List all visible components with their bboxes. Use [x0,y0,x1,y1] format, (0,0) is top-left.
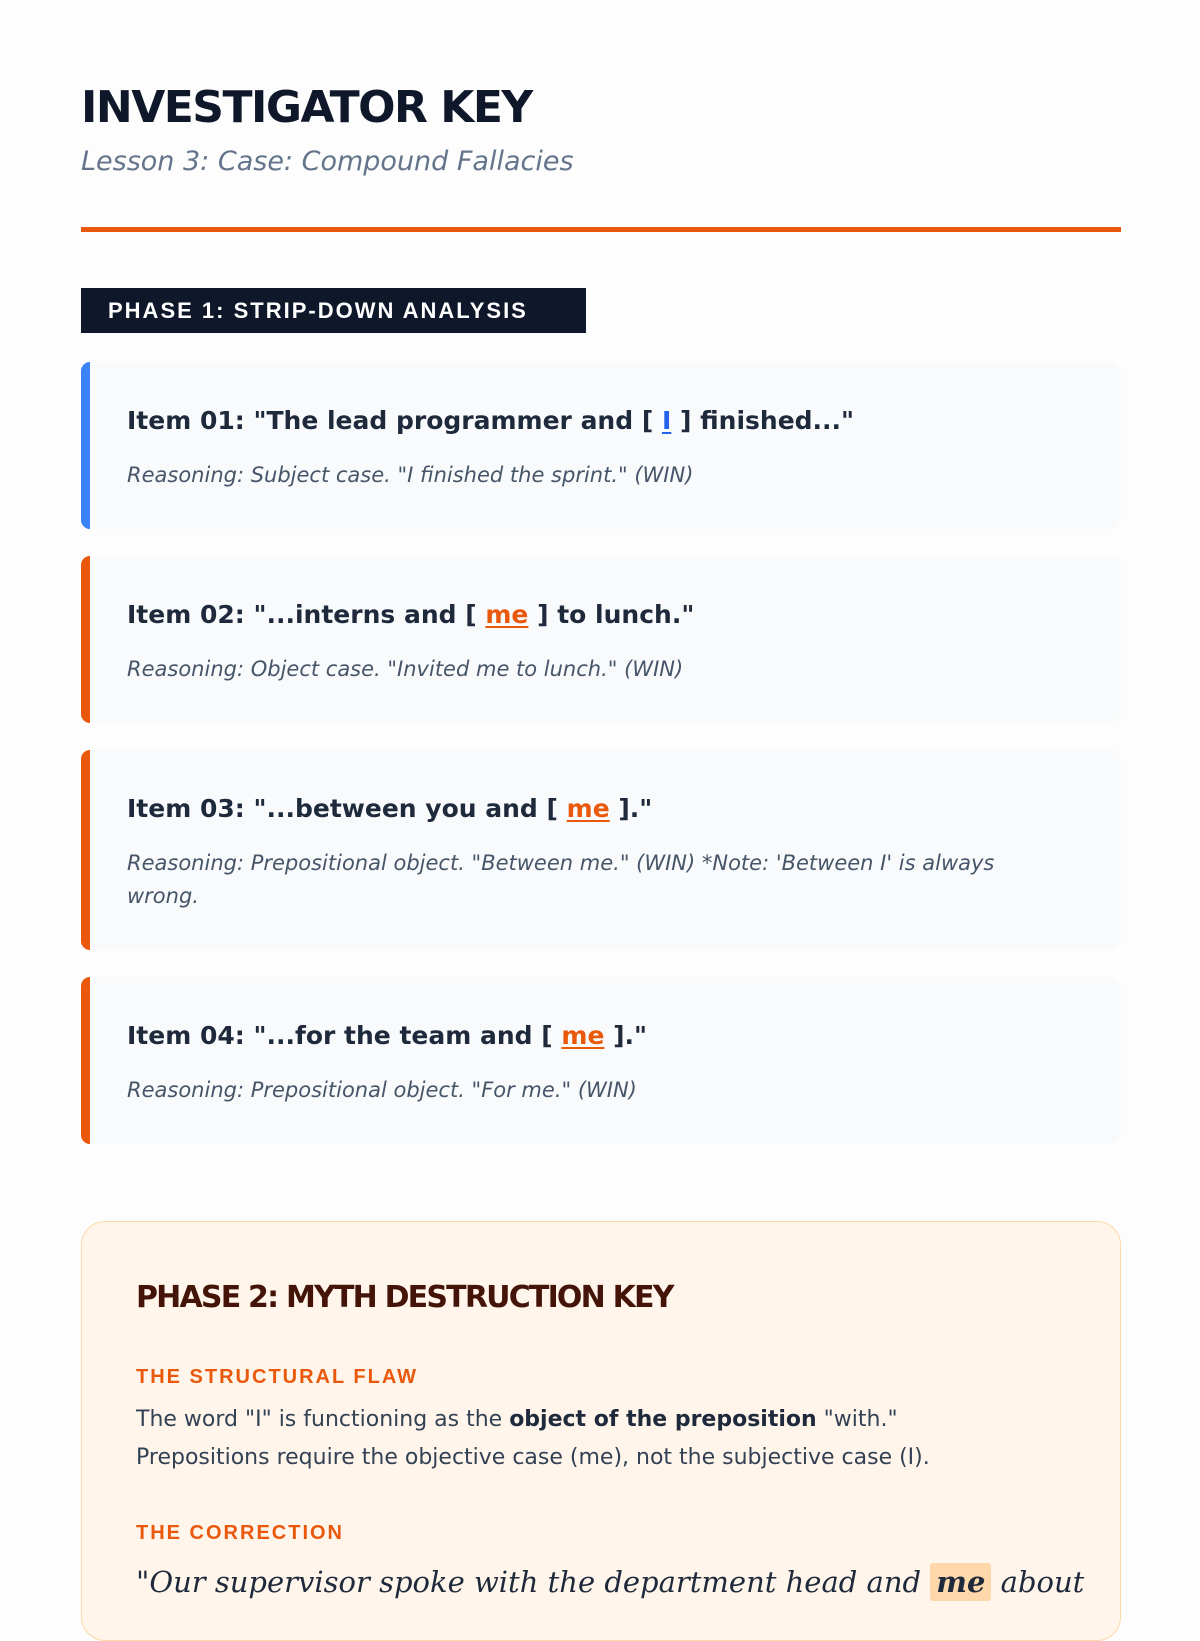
item-reasoning: Reasoning: Object case. "Invited me to lunch." (WIN) [127,657,684,681]
item-reasoning: Reasoning: Prepositional object. "Between me." (WIN) *Note: 'Between I' is always wrong. [127,851,995,908]
item-prefix: Item 03: "...between you and [ [127,794,567,823]
item-question [127,406,854,435]
item-suffix: ] to lunch." [528,600,695,629]
correction-heading: THE CORRECTION [136,1522,344,1544]
flaw-text-part2: "with." Prepositions require the objective case (me), not the subjective case (I). [136,1407,930,1470]
flaw-text-emphasis: object of the preposition [509,1407,817,1432]
item-question [127,794,652,823]
item-question [127,1021,647,1050]
item-answer: me [566,794,610,823]
phase1-badge: PHASE 1: STRIP-DOWN ANALYSIS [81,288,586,333]
page-title: INVESTIGATOR KEY [81,82,532,133]
answer-item-04 [81,977,1121,1144]
item-answer: me [561,1021,605,1050]
item-question [127,600,694,629]
flaw-text-part1: The word "I" is functioning as the [136,1407,510,1432]
structural-flaw-text [136,1401,1036,1477]
item-prefix: Item 04: "...for the team and [ [127,1021,562,1050]
answer-item-01 [81,362,1121,529]
structural-flaw-heading: THE STRUCTURAL FLAW [136,1366,419,1388]
correction-highlight: me [930,1563,991,1601]
item-answer: I [661,406,672,435]
item-reasoning: Reasoning: Subject case. "I finished the sprint." (WIN) [127,463,694,487]
item-suffix: ]." [604,1021,648,1050]
page-subtitle: Lesson 3: Case: Compound Fallacies [81,146,574,177]
item-suffix: ]." [609,794,653,823]
correction-quote [136,1565,1084,1599]
correction-post: about [991,1565,1085,1599]
item-prefix: Item 02: "...interns and [ [127,600,486,629]
item-answer: me [485,600,529,629]
phase2-title: PHASE 2: MYTH DESTRUCTION KEY [136,1280,673,1315]
answer-item-03 [81,750,1121,950]
item-suffix: ] finished..." [671,406,855,435]
item-prefix: Item 01: "The lead programmer and [ [127,406,662,435]
phase2-panel [81,1221,1121,1641]
item-reasoning: Reasoning: Prepositional object. "For me." (WIN) [127,1078,637,1102]
answer-item-02 [81,556,1121,723]
correction-pre: "Our supervisor spoke with the department head and [136,1565,931,1599]
header-divider [81,227,1121,232]
